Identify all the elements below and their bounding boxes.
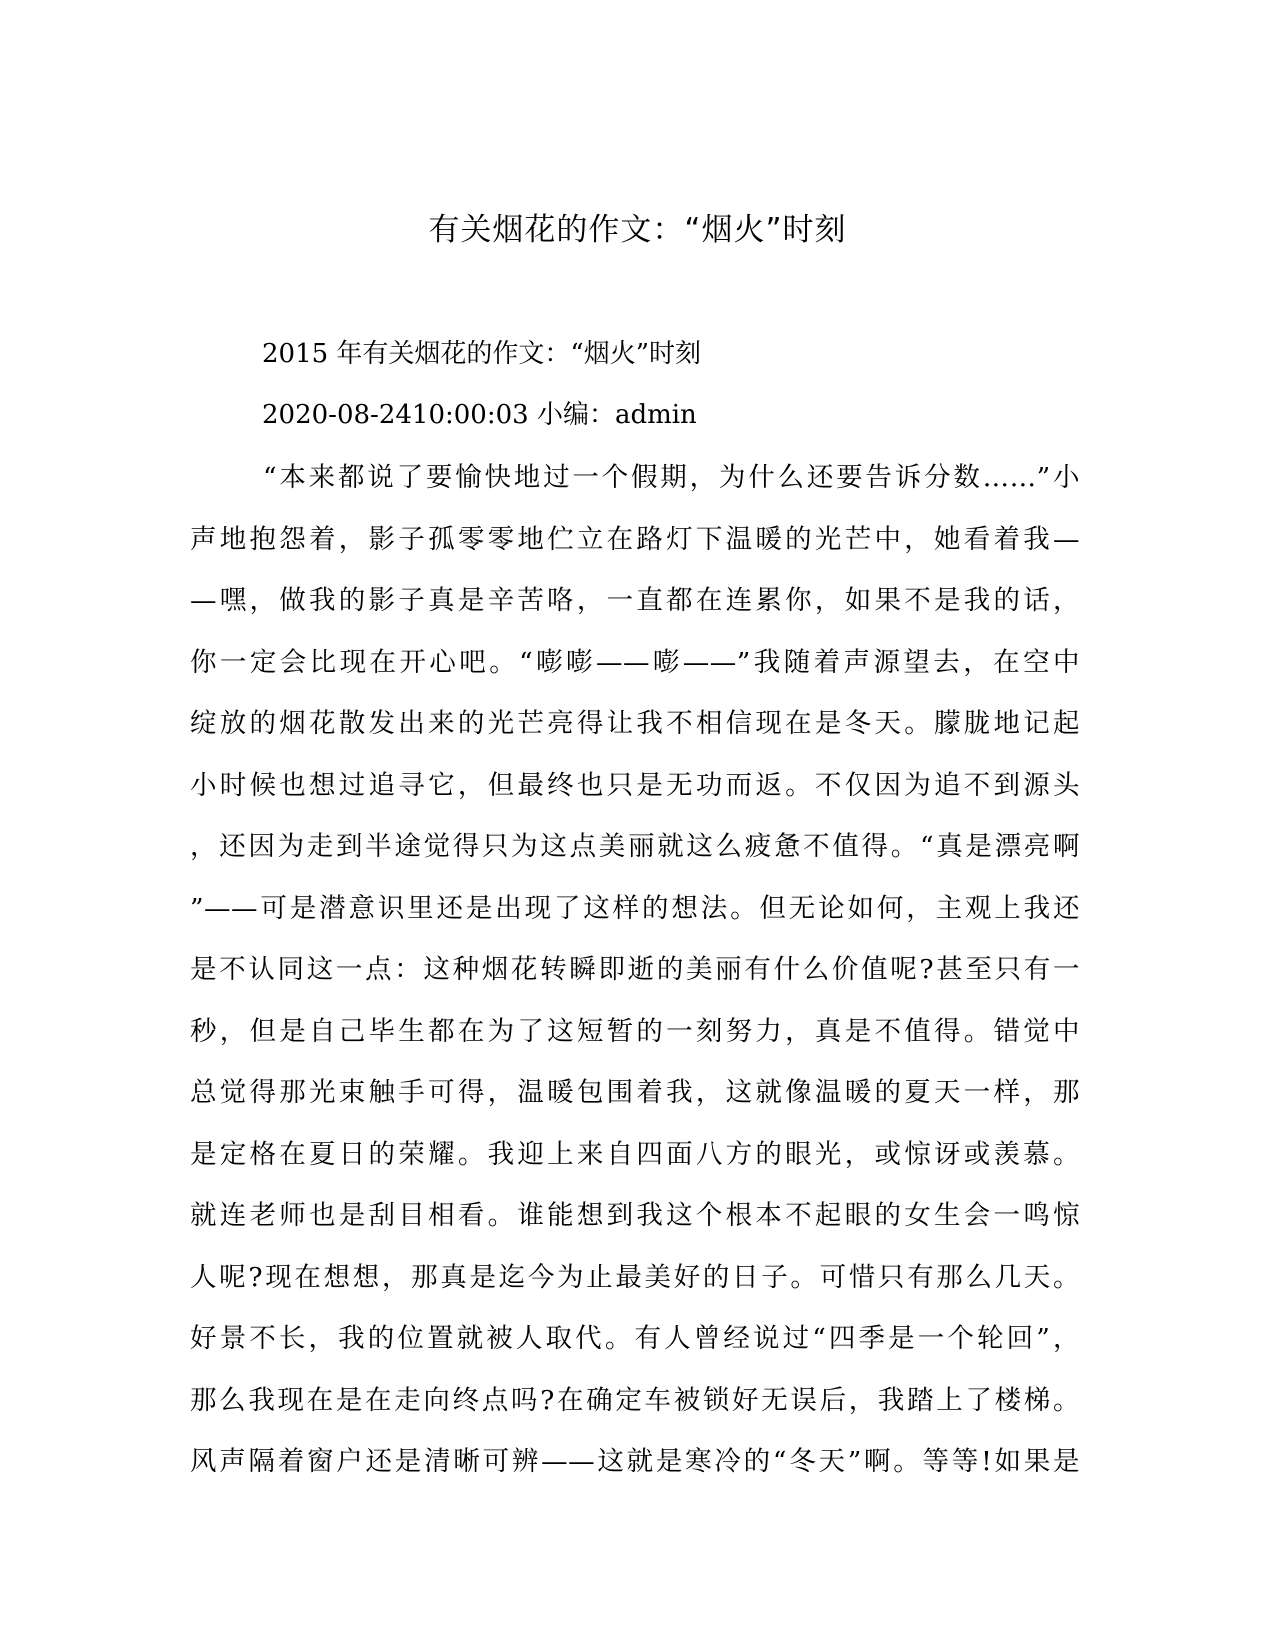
body-line: 你一定会比现在开心吧。“嘭嘭——嘭——”我随着声源望去，在空中 [190, 646, 1080, 678]
body-text [190, 458, 1080, 1504]
document-title: 有关烟花的作文：“烟火”时刻 [428, 212, 847, 248]
body-line: 总觉得那光束触手可得，温暖包围着我，这就像温暖的夏天一样，那 [190, 1077, 1080, 1108]
body-line: “本来都说了要愉快地过一个假期，为什么还要告诉分数……”小 [263, 462, 1080, 493]
body-line: 风声隔着窗户还是清晰可辨——这就是寒冷的“冬天”啊。等等!如果是 [190, 1446, 1080, 1477]
body-line: —嘿，做我的影子真是辛苦咯，一直都在连累你，如果不是我的话， [190, 585, 1080, 616]
body-line: ，还因为走到半途觉得只为这点美丽就这么疲惫不值得。“真是漂亮啊 [190, 831, 1080, 862]
body-line: 声地抱怨着，影子孤零零地伫立在路灯下温暖的光芒中，她看着我— [190, 523, 1080, 555]
document-subtitle: 2015 年有关烟花的作文：“烟火”时刻 [262, 339, 702, 369]
body-line: 绽放的烟花散发出来的光芒亮得让我不相信现在是冬天。朦胧地记起 [190, 708, 1080, 739]
body-line: ”——可是潜意识里还是出现了这样的想法。但无论如何，主观上我还 [190, 892, 1080, 924]
body-line: 秒，但是自己毕生都在为了这短暂的一刻努力，真是不值得。错觉中 [190, 1015, 1080, 1047]
body-line: 那么我现在是在走向终点吗?在确定车被锁好无误后，我踏上了楼梯。 [190, 1384, 1080, 1416]
body-line: 好景不长，我的位置就被人取代。有人曾经说过“四季是一个轮回”， [190, 1323, 1080, 1354]
body-line: 是定格在夏日的荣耀。我迎上来自四面八方的眼光，或惊讶或羡慕。 [190, 1138, 1080, 1170]
body-line: 人呢?现在想想，那真是迄今为止最美好的日子。可惜只有那么几天。 [190, 1261, 1080, 1293]
body-line: 就连老师也是刮目相看。谁能想到我这个根本不起眼的女生会一鸣惊 [190, 1200, 1080, 1231]
body-line: 小时候也想过追寻它，但最终也只是无功而返。不仅因为追不到源头 [190, 769, 1080, 801]
date-author-line: 2020-08-2410:00:03 小编：admin [262, 400, 697, 430]
body-line: 是不认同这一点：这种烟花转瞬即逝的美丽有什么价值呢?甚至只有一 [190, 954, 1080, 985]
